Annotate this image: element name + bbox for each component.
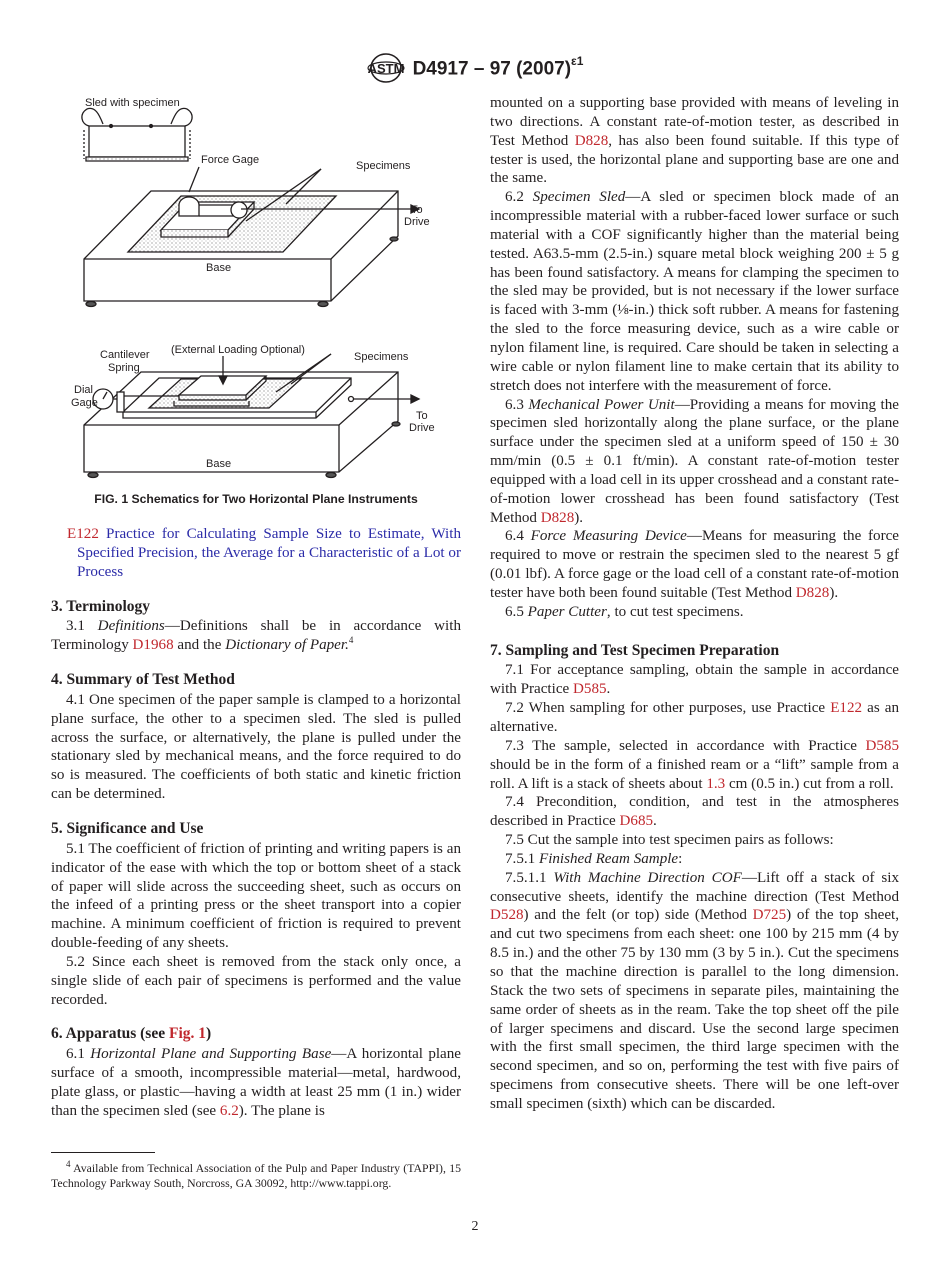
svg-text:ASTM: ASTM [367, 61, 404, 76]
label-cantilever: Cantilever [100, 349, 150, 361]
section-6-heading: 6. Apparatus (see Fig. 1) [51, 1025, 212, 1043]
paragraph-5-2: 5.2 Since each sheet is removed from the stack only once, a single slide of each pair of specimens is performed and the value recorded. [51, 953, 461, 1008]
link-e122[interactable]: E122 [830, 700, 863, 717]
link-6-2[interactable]: 6.2 [219, 1102, 239, 1119]
link-d585[interactable]: D585 [865, 737, 899, 754]
section-7-heading: 7. Sampling and Test Specimen Preparation [490, 641, 780, 659]
label-dial: Dial [74, 384, 93, 396]
label-sled-with-specimen: Sled with specimen [85, 97, 180, 109]
link-d1968[interactable]: D1968 [132, 637, 174, 654]
reference-e122: E122 Practice for Calculating Sample Size to Estimate, With Specified Precision, the Average for a Characteristic of a Lot or Process [67, 526, 461, 580]
label-specimens-bottom: Specimens [354, 351, 409, 363]
paragraph-7-5-1-1: 7.5.1.1 With Machine Direction COF—Lift off a stack of six consecutive sheets, identify the machine direction (Test Method D528) and the felt (or top) side (Method D725) of the top sheet, and cut two specimens from each sheet: one 100 by 215 mm (4 by 8.5 in.) and the other 75 by 130 mm (3 by 5 in.). Cut the specimens so that the machine direction is parallel to the long dimension. Stack the two sets of specimens in separate piles, maintaining the same order of sheets as in the ream. Take the top sheet off the pile of larger specimens and discard. Use the second large specimen with the first small specimen, the third large specimen with the second specimen, and so on, performing the test with five pairs of specimens from consecutive sheets. There will be one left-over small specimen (sixth) which can be discarded. [490, 869, 900, 1112]
footnote-ref-4[interactable]: 4 [348, 635, 354, 646]
link-d528[interactable]: D528 [490, 907, 524, 924]
paragraph-4-1: 4.1 One specimen of the paper sample is clamped to a horizontal plane surface, the other to a specimen sled. The sled is pulled across the surface, or alternatively, the plane is pulled under the stationary sled by mechanical means, and the force required to do so is measured. The coefficients of both static and kinetic friction can be determined. [51, 691, 461, 803]
paragraph-6-4: 6.4 Force Measuring Device—Means for measuring the force required to move or restrain the specimen sled to the nearest 5 gf (0.01 lbf). A force gage or the load cell of a constant rate-of-motion tester have both been found suitable (Test Method D828). [490, 528, 900, 601]
label-to-bottom: To [416, 410, 428, 422]
right-column [490, 94, 899, 1114]
paragraph-7-3: 7.3 The sample, selected in accordance with Practice D585 should be in the form of a finished ream or a “lift” sample from a roll. A lift is a stack of sheets about 1.3 cm (0.5 in.) cut from a roll. [490, 737, 899, 792]
paragraph-6-3: 6.3 Mechanical Power Unit—Providing a means for moving the specimen sled horizontally along the plane surface, or the plane surface under the specimen sled at a uniform speed of 150 ± 30 mm/min (0.5 ± 0.1 ft/min). A constant rate-of-motion tester equipped with a load cell in its upper crosshead and a constant rate-of-motion lower crosshead has been found satisfactory (Test Method D828). [490, 396, 899, 526]
paragraph-6-1-continued: mounted on a supporting base provided with means of leveling in two directions. A constant rate-of-motion tester, as described in Test Method D828, has also been found suitable. If this type of tester is used, the horizontal plane and supporting base are one and the same. [490, 95, 900, 187]
link-d685[interactable]: D685 [619, 813, 654, 830]
paragraph-6-1: 6.1 Horizontal Plane and Supporting Base—A horizontal plane surface of a smooth, incompressible material—metal, hardwood, plate glass, or plastic—having a width at least 25 mm (1 in.) wider than the specimen sled (see 6.2). The plane is [51, 1046, 462, 1119]
figure-1 [51, 94, 461, 509]
link-1-3[interactable]: 1.3 [706, 775, 726, 792]
paragraph-6-5: 6.5 Paper Cutter, to cut test specimens. [505, 603, 744, 620]
label-specimens-top: Specimens [356, 160, 411, 172]
label-base-top: Base [206, 262, 232, 274]
section-3-heading: 3. Terminology [51, 597, 151, 615]
label-drive-top: Drive [404, 216, 430, 228]
label-force-gage: Force Gage [201, 154, 260, 166]
label-gage: Gage [71, 397, 98, 409]
footnote-divider [51, 1152, 155, 1153]
paragraph-7-5-1: 7.5.1 Finished Ream Sample: [505, 850, 683, 867]
section-4-heading: 4. Summary of Test Method [51, 671, 235, 689]
link-d828[interactable]: D828 [795, 584, 830, 601]
page-header [0, 52, 950, 84]
page-number: 2 [471, 1219, 479, 1234]
left-column [51, 94, 461, 1121]
paragraph-7-1: 7.1 For acceptance sampling, obtain the sample in accordance with Practice D585. [490, 662, 899, 698]
paragraph-5-1: 5.1 The coefficient of friction of printing and writing papers is an indicator of the ease with which the top or bottom sheet of a stack of paper will slide across the succeeding sheet, such as occurs on the infeed of a printing press or the sheet transport into a copier machine. A minimum coefficient of friction is required to prevent double-feeding of any sheets. [51, 840, 461, 952]
link-d585[interactable]: D585 [573, 681, 607, 698]
link-fig-1[interactable]: Fig. 1 [168, 1025, 207, 1043]
document-designation: D4917 – 97 $(2007)^{\varepsilon 1}$ [412, 53, 584, 80]
footnote-4: $^4$ Available from Technical Association of the Pulp and Paper Industry (TAPPI), 15 Technology Parkway South, Norcross, GA 30092, http://www.tappi.org. [51, 1159, 461, 1190]
paragraph-7-4: 7.4 Precondition, condition, and test in the atmospheres described in Practice D685. [490, 794, 899, 830]
label-spring: Spring [108, 362, 140, 374]
astm-logo-icon [367, 52, 405, 84]
label-to-top: To [411, 204, 423, 216]
epsilon-superscript: ε1 [571, 53, 584, 68]
section-5-heading: 5. Significance and Use [51, 819, 204, 837]
label-base-bottom: Base [206, 458, 232, 470]
link-d725[interactable]: D725 [752, 907, 787, 924]
paragraph-3-1: 3.1 Definitions—Definitions shall be in accordance with Terminology D1968 and the Dictionary of Paper.$^4$ [51, 618, 461, 654]
link-d828[interactable]: D828 [574, 132, 609, 149]
link-e122[interactable]: E122 [67, 526, 99, 542]
figure-caption: FIG. 1 Schematics for Two Horizontal Plane Instruments [94, 492, 418, 506]
footnote-marker: 4 [66, 1159, 71, 1170]
paragraph-6-2: 6.2 Specimen Sled—A sled or specimen block made of an incompressible material with a rubber-faced lower surface or such material with a COF significantly higher than the material being tested. A63.5-mm (2.5-in.) square metal block weighing 200 ± 5 g has been found satisfactory. A means for clamping the specimen to the sled may be provided, but is not necessary if the lower surface is faced with 3-mm (⅛-in.) thick soft rubber. A means for fastening the sled to the force measuring device, such as a wire cable or nylon filament line, is required. Care should be taken in selecting a wire cable or nylon filament line to make certain that its ability to stretch does not interfere with the measurement of force. [490, 189, 899, 394]
paragraph-7-5: 7.5 Cut the sample into test specimen pairs as follows: [505, 832, 834, 849]
paragraph-7-2: 7.2 When sampling for other purposes, use Practice E122 as an alternative. [490, 700, 899, 735]
label-external-loading: (External Loading Optional) [171, 344, 305, 356]
link-d828[interactable]: D828 [540, 509, 575, 526]
label-drive-bottom: Drive [409, 422, 435, 434]
